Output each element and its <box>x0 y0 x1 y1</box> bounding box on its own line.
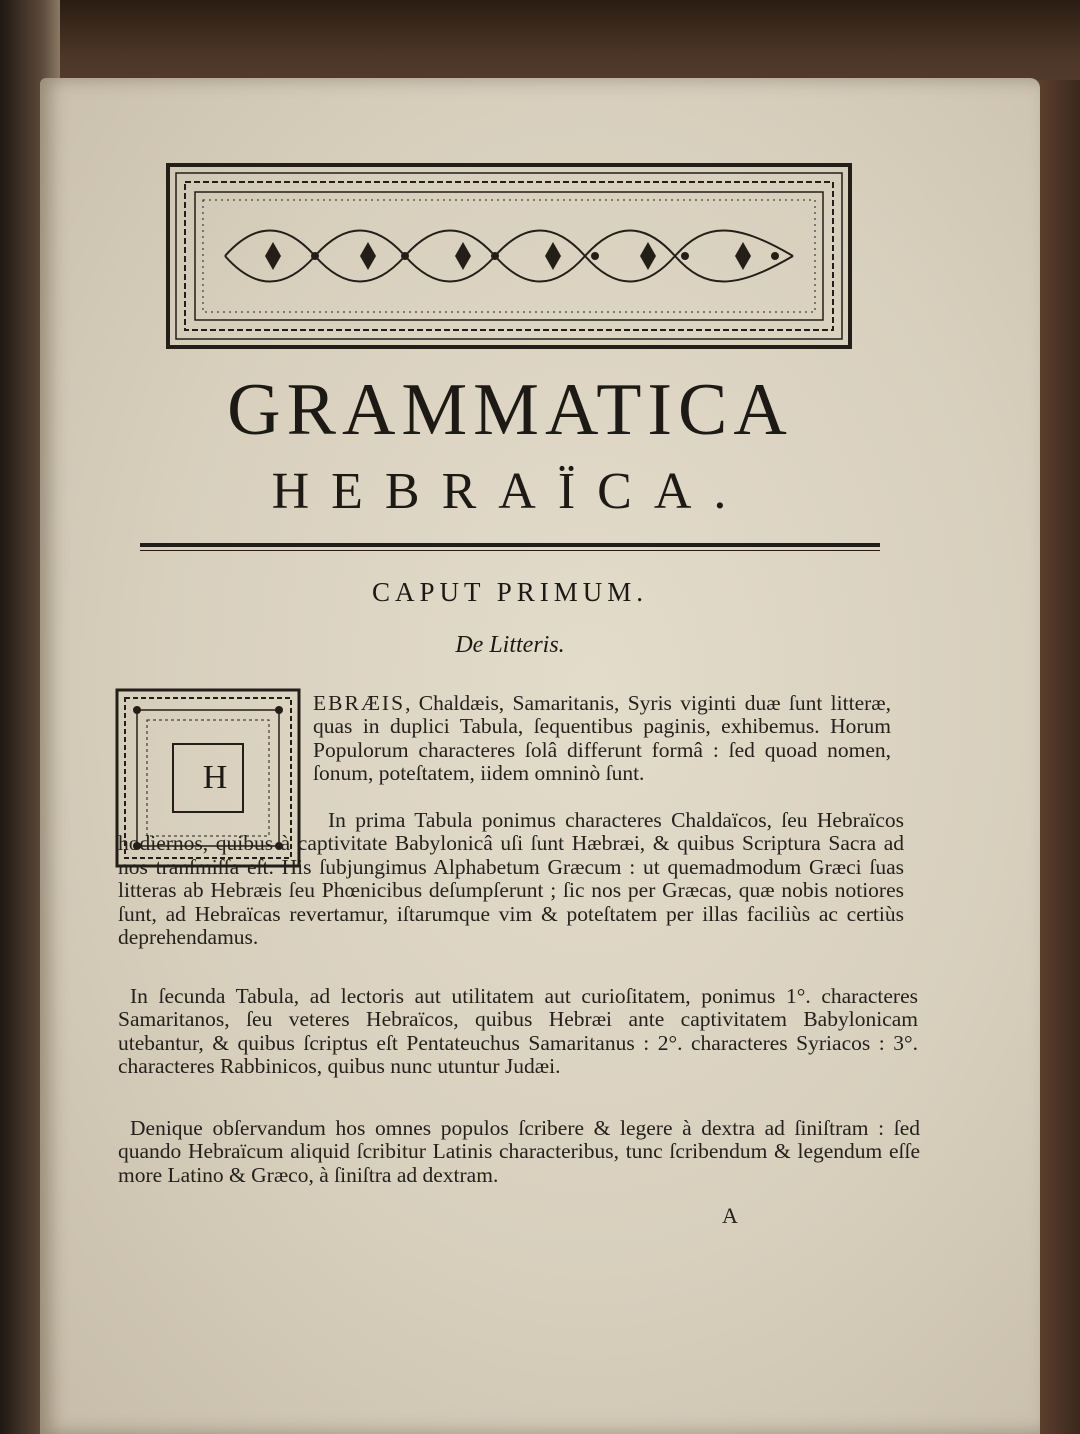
signature-mark: A <box>722 1203 738 1228</box>
section-heading: De Litteris. <box>455 632 565 658</box>
paragraph-2: In prima Tabula ponimus characteres Chaldaïcos, ſeu Hebraïcos hodiernos, quibus à captivitate Babylonicâ uſi ſunt Hæbræi, & quibus Scriptura Sacra ad nos tranſmiſſa eſt. His ſubjungimus Alphabetum Græcum : ut quemadmodum Græci ſuas litteras ab Hebræis ſeu Phœnicibus deſumpſerunt ; ſic nos per Græcas, quæ nobis notiores ſunt, ad Hebraïcas revertamur, iſtarumque vim & poteſtatem per illas faciliùs ac certiùs deprehendamus. <box>118 808 904 950</box>
paragraph-1-lead: EBRÆIS <box>313 691 406 715</box>
initial-letter: H <box>202 759 228 796</box>
paragraph-1 <box>313 692 891 786</box>
paragraph-3: In ſecunda Tabula, ad lectoris aut utilitatem aut curioſitatem, ponimus 1°. characteres Samaritanos, ſeu veteres Hebraïcos, quibus Hebræi ante captivitatem Babylonicam utebantur, & quibus ſcriptus eſt Pentateuchus Samaritanus : 2°. characteres Syriacos : 3°. characteres Rabbinicos, quibus nunc utuntur Judæi. <box>118 984 918 1079</box>
title-rule-thin <box>140 550 880 551</box>
chapter-heading: CAPUT PRIMUM. <box>371 577 649 607</box>
paragraph-1-text: , Chaldæis, Samaritanis, Syris viginti duæ ſunt litteræ, quas in duplici Tabula, ſequentibus paginis, exhibemus. Horum Populorum characteres ſolâ differunt formâ : ſed quoad nomen, ſonum, poteſtatem, iidem omninò ſunt. <box>313 691 891 786</box>
paragraph-4: Denique obſervandum hos omnes populos ſcribere & legere à dextra ad ſiniſtram : ſed quando Hebraïcum aliquid ſcribitur Latinis characteribus, tunc ſcribendum & legendum eſſe more Latino & Græco, à ſiniſtra ad dextram. <box>118 1116 920 1187</box>
title-rule-thick <box>140 543 880 547</box>
page-subtitle: HEBRAÏCA. <box>271 463 749 520</box>
page-title: GRAMMATICA <box>227 369 793 451</box>
ornamental-headpiece <box>165 162 853 350</box>
